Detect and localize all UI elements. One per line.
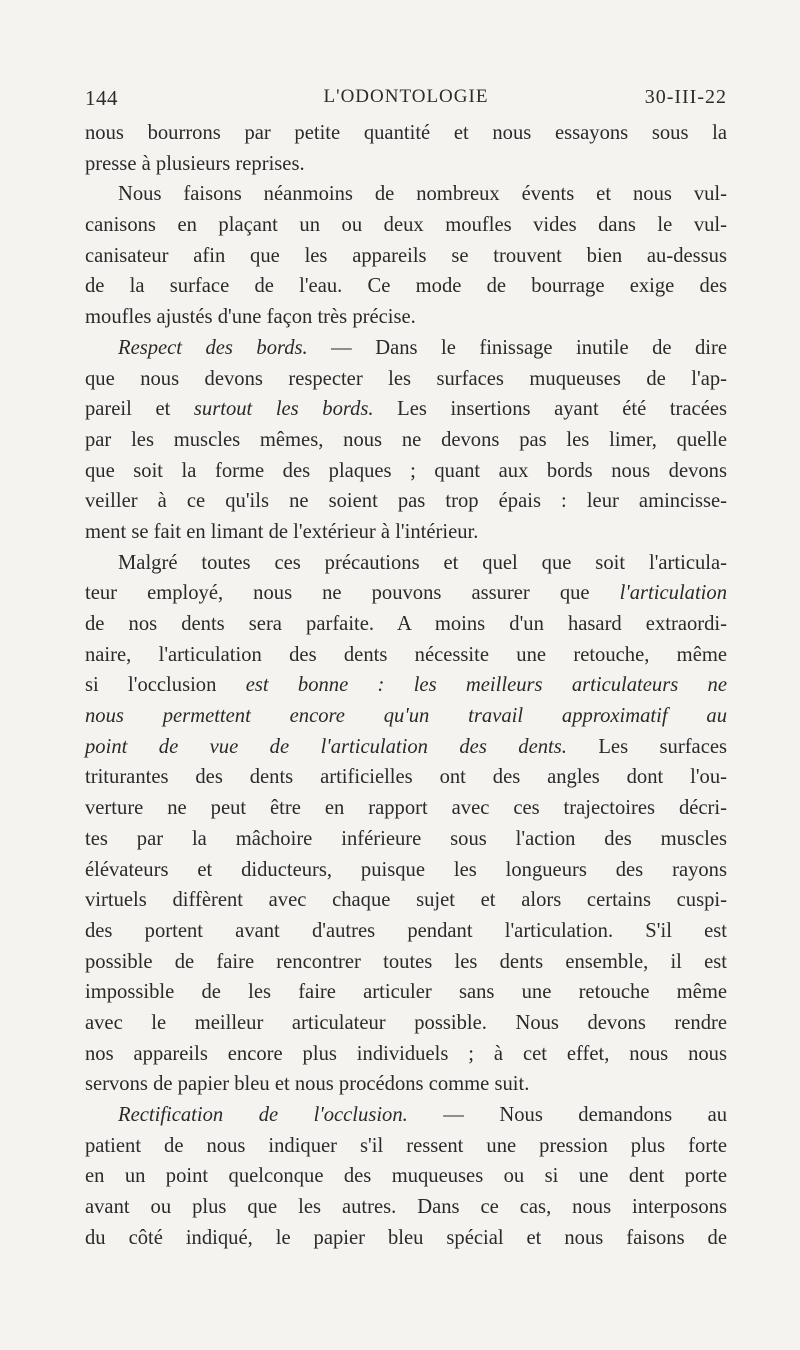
text-line: si l'occlusion est bonne : les meilleurs articulateurs ne: [85, 674, 727, 697]
text-line: élévateurs et diducteurs, puisque les longueurs des rayons: [85, 858, 727, 881]
text-line: virtuels diffèrent avec chaque sujet et alors certains cuspi-: [85, 889, 727, 912]
text-line: que nous devons respecter les surfaces muqueuses de l'ap-: [85, 367, 727, 390]
text-line: nous permettent encore qu'un travail approximatif au: [85, 705, 727, 728]
text-line: canisons en plaçant un ou deux moufles vides dans le vul-: [85, 214, 727, 237]
text-line: impossible de les faire articuler sans une retouche même: [85, 981, 727, 1004]
text-line: avec le meilleur articulateur possible. Nous devons rendre: [85, 1011, 727, 1034]
text-line: Nous faisons néanmoins de nombreux évents et nous vul-: [118, 183, 727, 206]
text-line: de la surface de l'eau. Ce mode de bourrage exige des: [85, 275, 727, 298]
text-line: par les muscles mêmes, nous ne devons pas les limer, quelle: [85, 428, 727, 451]
text-line: presse à plusieurs reprises.: [85, 152, 305, 175]
section-heading: Respect des bords.: [118, 336, 308, 359]
text-line: verture ne peut être en rapport avec ces trajectoires décri-: [85, 797, 727, 820]
text-line: veiller à ce qu'ils ne soient pas trop épais : leur amincisse-: [85, 490, 727, 513]
text-line: nous bourrons par petite quantité et nous essayons sous la: [85, 122, 727, 144]
text-line: des portent avant d'autres pendant l'articulation. S'il est: [85, 919, 727, 942]
text-line: du côté indiqué, le papier bleu spécial et nous faisons de: [85, 1226, 727, 1249]
page-number: 144: [85, 86, 118, 110]
text-line: point de vue de l'articulation des dents. Les surfaces: [85, 735, 727, 758]
journal-title: L'ODONTOLOGIE: [323, 86, 489, 107]
body-text: [85, 118, 727, 1253]
text-line: nos appareils encore plus individuels ; à cet effet, nous nous: [85, 1042, 727, 1065]
text-line: patient de nous indiquer s'il ressent une pression plus forte: [85, 1134, 727, 1157]
text-line: pareil et surtout les bords. Les insertions ayant été tracées: [85, 398, 727, 421]
text-line: de nos dents sera parfaite. A moins d'un hasard extraordi-: [85, 613, 727, 635]
text-line: en un point quelconque des muqueuses ou si une dent porte: [85, 1165, 727, 1188]
text-line: teur employé, nous ne pouvons assurer que l'articulation: [85, 582, 727, 605]
text-line: ment se fait en limant de l'extérieur à l'intérieur.: [85, 520, 479, 543]
text-line: moufles ajustés d'une façon très précise.: [85, 306, 416, 329]
text-line: canisateur afin que les appareils se trouvent bien au-dessus: [85, 244, 727, 267]
text-line: possible de faire rencontrer toutes les dents ensemble, il est: [85, 950, 727, 973]
text-line: Rectification de l'occlusion. — Nous demandons au: [118, 1104, 728, 1126]
running-head: [85, 86, 727, 116]
issue-date: 30-III-22: [644, 86, 727, 108]
text-line: que soit la forme des plaques ; quant aux bords nous devons: [85, 459, 727, 482]
text-line: servons de papier bleu et nous procédons comme suit.: [85, 1073, 530, 1096]
text-line: avant ou plus que les autres. Dans ce cas, nous interposons: [85, 1196, 727, 1219]
text-line: Respect des bords. — Dans le finissage inutile de dire: [118, 336, 727, 359]
text-line: tes par la mâchoire inférieure sous l'action des muscles: [85, 827, 727, 850]
section-heading: Rectification de l'occlusion.: [118, 1104, 408, 1126]
text-line: Malgré toutes ces précautions et quel que soit l'articula-: [118, 551, 727, 574]
text-line: triturantes des dents artificielles ont des angles dont l'ou-: [85, 766, 727, 789]
text-line: naire, l'articulation des dents nécessite une retouche, même: [85, 643, 727, 666]
